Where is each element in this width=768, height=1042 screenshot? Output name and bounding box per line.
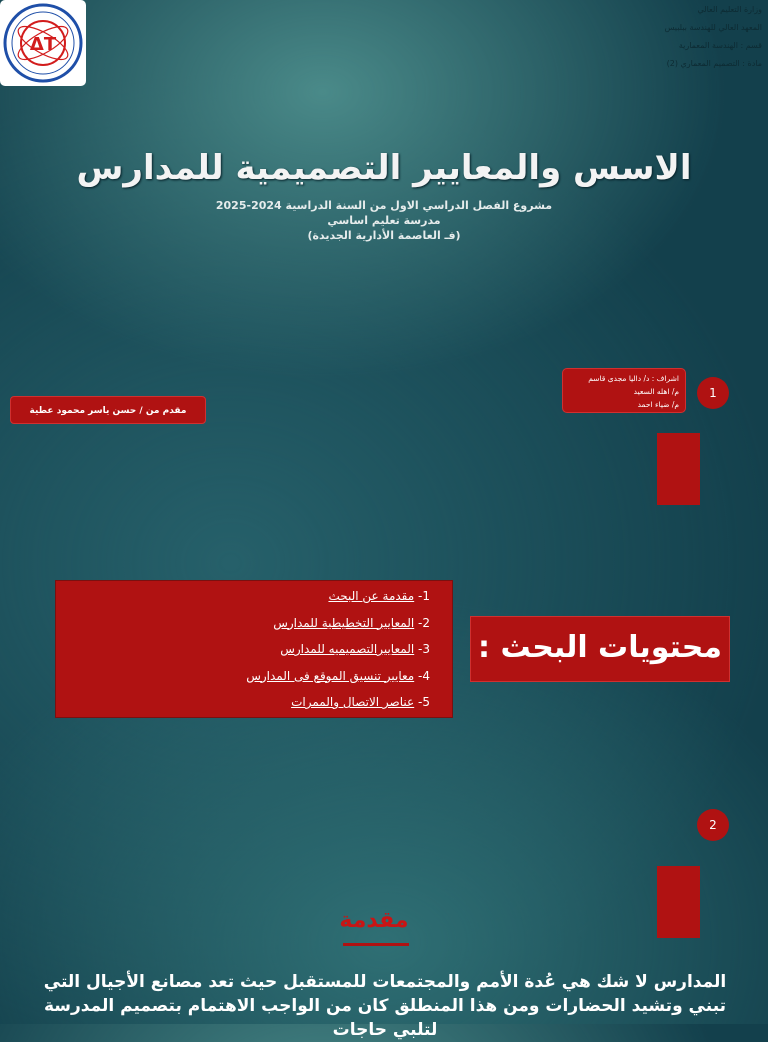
contents-item-number: 3- <box>418 642 430 656</box>
contents-list <box>55 580 453 718</box>
presenter-box: مقدم من / حسن ياسر محمود عطية <box>10 396 206 424</box>
header-line-department: قسم : الهندسة المعمارية <box>678 41 762 50</box>
header-line-institute: المعهد العالي للهندسة ببلبيس <box>664 23 762 32</box>
institute-logo <box>0 0 86 86</box>
decorative-red-bar <box>657 433 700 505</box>
contents-item[interactable] <box>56 610 430 637</box>
subtitle-block <box>0 198 768 243</box>
subtitle-project-line: مشروع الفصل الدراسي الاول من السنة الدراسية 2024-2025 <box>215 199 553 212</box>
contents-item[interactable] <box>56 663 430 690</box>
contents-item-number: 1- <box>418 589 430 603</box>
supervision-box <box>562 368 686 413</box>
contents-title: محتويات البحث : <box>470 616 730 682</box>
contents-item[interactable] <box>56 583 430 610</box>
contents-item-link[interactable]: مقدمة عن البحث <box>328 589 415 603</box>
page-title: الاسس والمعايير التصميمية للمدارس <box>76 148 692 188</box>
contents-item-link[interactable]: عناصر الاتصال والممرات <box>291 695 415 709</box>
supervisor-line-1: اشراف : د/ داليا مجدى قاسم <box>588 374 679 383</box>
contents-item-number: 4- <box>418 668 430 683</box>
contents-item-number: 5- <box>418 695 430 709</box>
intro-heading-underline <box>343 943 409 946</box>
subtitle-location: (فـ العاصمة الأدارية الجديدة) <box>307 229 461 242</box>
header-line-ministry: وزارة التعليم العالي <box>697 5 762 14</box>
logo-letters: ΔT <box>29 34 57 55</box>
intro-paragraph: المدارس لا شك هي عُدة الأمم والمجتمعات للمستقبل حيث تعد مصانع الأجيال التي تبني وتشيد الحضارات ومن هذا المنطلق كان من الواجب الاهتمام بتصميم المدرسة لتلبي حاجات <box>43 972 727 1040</box>
contents-item-link[interactable]: المعاييرالتصميميه للمدارس <box>280 642 415 656</box>
institution-header <box>642 1 762 73</box>
header-line-course: مادة : التصميم المعماري (2) <box>666 59 762 68</box>
contents-item-number: 2- <box>418 615 430 630</box>
subtitle-school-type: مدرسة تعليم اساسي <box>327 214 441 227</box>
logo-emblem-icon <box>0 0 86 86</box>
contents-item[interactable] <box>56 636 430 663</box>
intro-heading: مقدمة <box>339 908 409 933</box>
supervisor-line-2: م/ اهله السعيد <box>633 387 679 396</box>
contents-item-link[interactable]: المعايير التخطيطية للمدارس <box>273 615 415 630</box>
supervisor-line-3: م/ ضياء احمد <box>637 400 679 409</box>
contents-item[interactable] <box>56 689 430 716</box>
slide-number-badge-2: 2 <box>697 809 729 841</box>
contents-item-link[interactable]: معايير تنسيق الموقع فى المدارس <box>246 668 415 683</box>
slide-number-badge-1: 1 <box>697 377 729 409</box>
